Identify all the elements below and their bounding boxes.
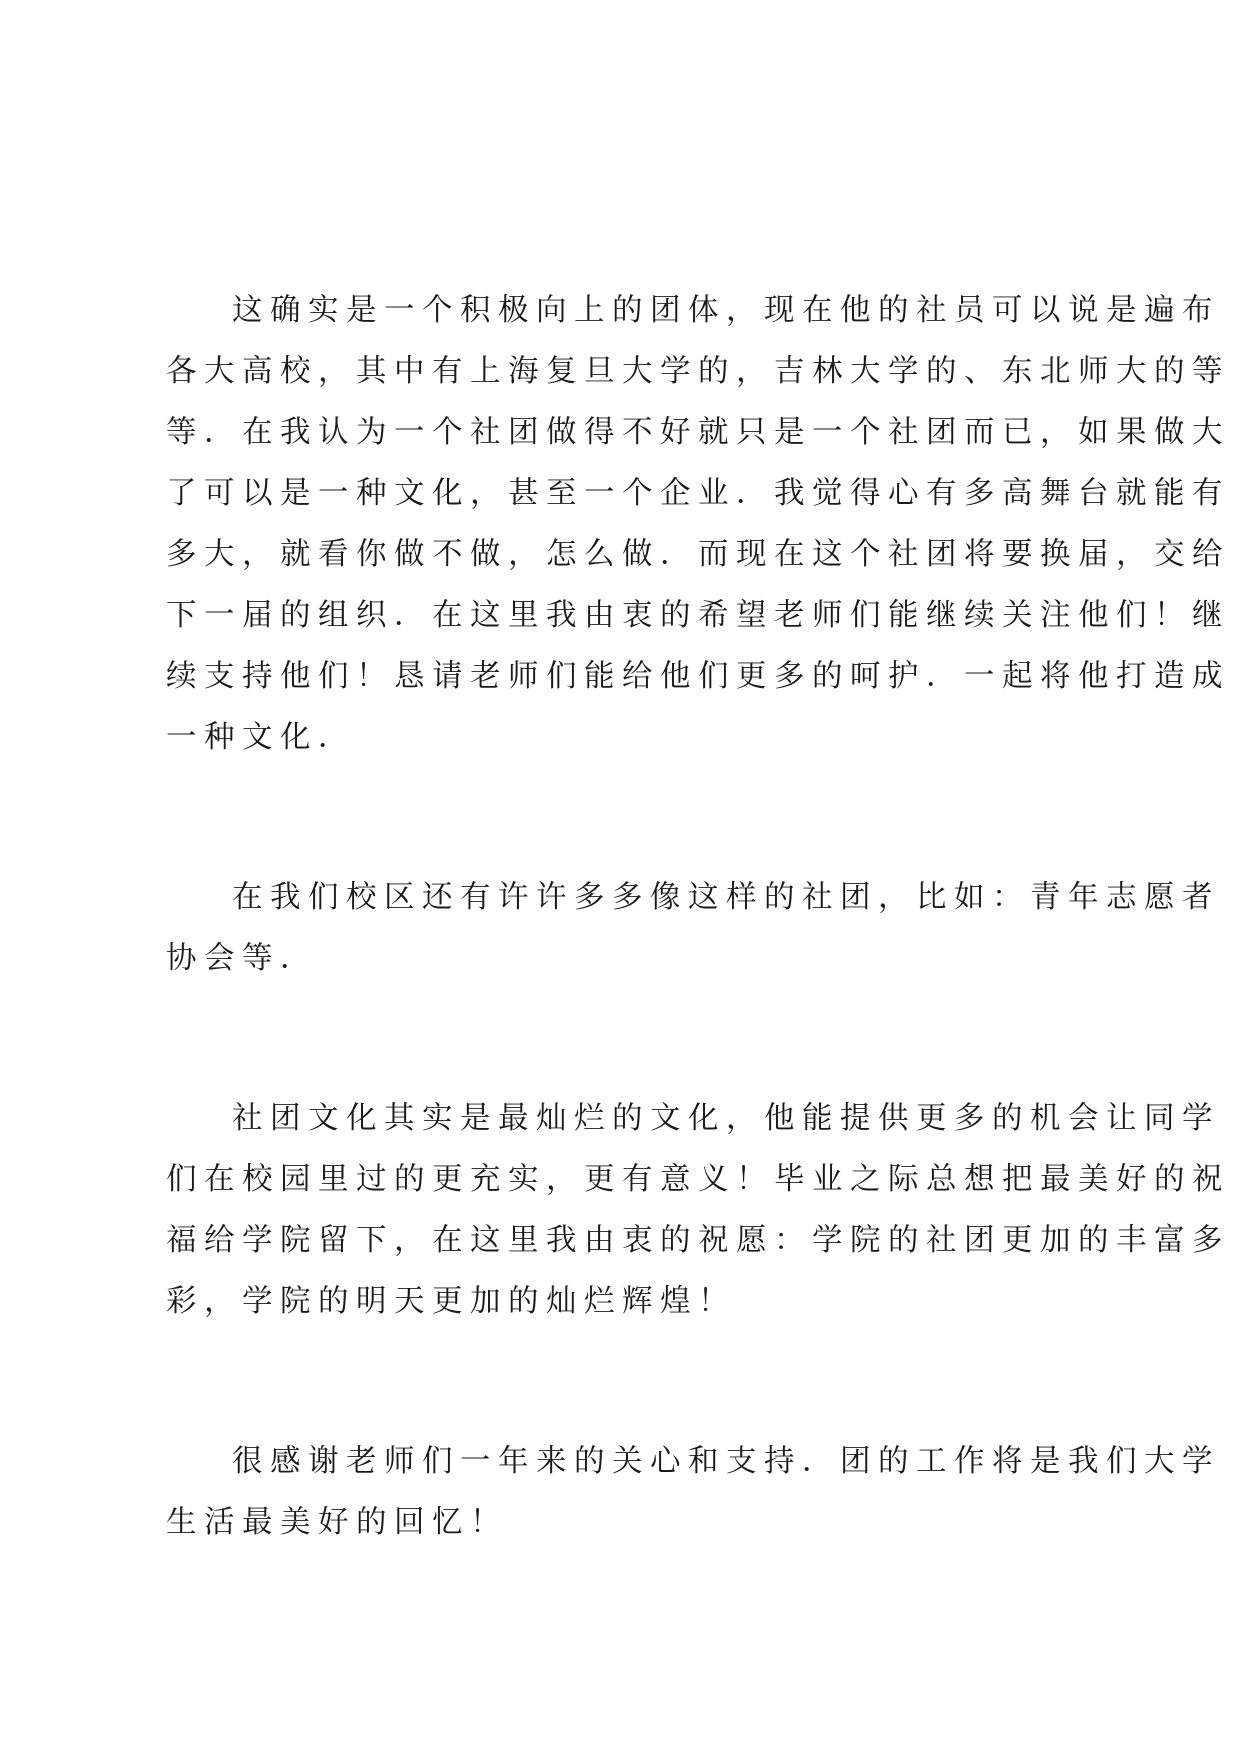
- paragraph-line: 一种文化．: [166, 720, 356, 755]
- paragraph-line: 很感谢老师们一年来的关心和支持．团的工作将是我们大学: [232, 1444, 1220, 1479]
- paragraph-society-introduction: [166, 280, 1230, 768]
- paragraph-line: 在我们校区还有许许多多像这样的社团，比如：青年志愿者: [232, 880, 1220, 915]
- paragraph-line: 彩，学院的明天更加的灿烂辉煌！: [166, 1284, 736, 1319]
- paragraph-line: 续支持他们！恳请老师们能给他们更多的呵护．一起将他打造成: [166, 659, 1230, 694]
- paragraph-line: 等．在我认为一个社团做得不好就只是一个社团而已，如果做大: [166, 415, 1230, 450]
- paragraph-other-societies: [166, 867, 1220, 989]
- paragraph-line: 下一届的组织．在这里我由衷的希望老师们能继续关注他们！继: [166, 598, 1230, 633]
- paragraph-line: 协会等．: [166, 941, 318, 976]
- paragraph-line: 生活最美好的回忆！: [166, 1505, 508, 1540]
- paragraph-society-culture: [166, 1088, 1230, 1332]
- paragraph-line: 社团文化其实是最灿烂的文化，他能提供更多的机会让同学: [232, 1101, 1220, 1136]
- paragraph-thanks: [166, 1431, 1220, 1553]
- paragraph-line: 福给学院留下，在这里我由衷的祝愿：学院的社团更加的丰富多: [166, 1223, 1230, 1258]
- paragraph-line: 这确实是一个积极向上的团体，现在他的社员可以说是遍布: [232, 293, 1220, 328]
- paragraph-line: 各大高校，其中有上海复旦大学的，吉林大学的、东北师大的等: [166, 354, 1230, 389]
- paragraph-line: 了可以是一种文化，甚至一个企业．我觉得心有多高舞台就能有: [166, 476, 1230, 511]
- paragraph-line: 多大，就看你做不做，怎么做．而现在这个社团将要换届，交给: [166, 537, 1230, 572]
- paragraph-line: 们在校园里过的更充实，更有意义！毕业之际总想把最美好的祝: [166, 1162, 1230, 1197]
- document-body: [166, 280, 1230, 1652]
